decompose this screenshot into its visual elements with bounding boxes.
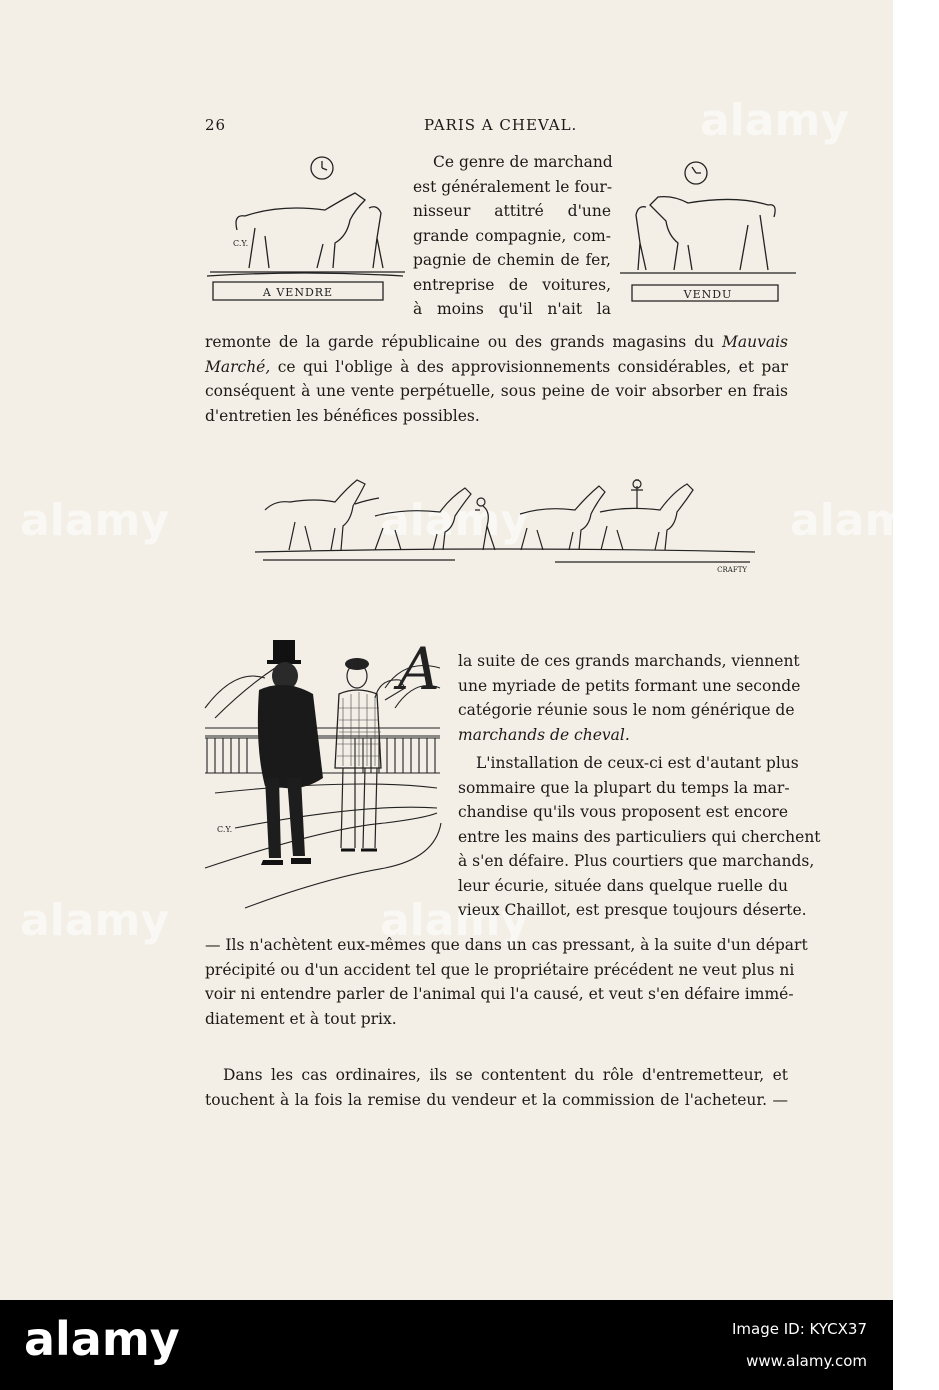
text-line: une myriade de petits formant une seconde [458, 676, 801, 695]
italic-text: Marché, [205, 357, 271, 376]
paragraph-1-body [205, 330, 788, 428]
text-line: sommaire que la plupart du temps la mar- [458, 778, 790, 797]
text-line: L'installation de ceux-ci est d'autant plus [476, 754, 799, 772]
text-line: nisseur attitré d'une [413, 202, 611, 220]
paragraph-4-body [205, 1063, 788, 1112]
italic-text: Mauvais [721, 333, 788, 351]
text-line: voir ni entendre parler de l'animal qui l'a causé, et veut s'en défaire immé- [205, 985, 794, 1003]
text-line: entre les mains des particuliers qui cherchent [458, 827, 821, 846]
text-line: Dans les cas ordinaires, ils se contentent du rôle d'entremetteur, et [223, 1066, 788, 1084]
horse-for-sale-illustration [205, 148, 410, 308]
illustration-signature: C.Y. [233, 239, 249, 248]
text-line: est généralement le four- [413, 177, 613, 196]
paragraph-1-column [413, 150, 611, 322]
watermark: alamy [380, 895, 529, 946]
text-line: chandise qu'ils vous proposent est encore [458, 803, 788, 821]
alamy-logo[interactable]: alamy [24, 1312, 180, 1366]
watermark: alamy [20, 495, 169, 546]
text-line: la suite de ces grands marchands, viennent [458, 652, 800, 670]
sold-sign-label: VENDU [683, 288, 733, 301]
watermark: alamy [380, 495, 529, 546]
text-line: catégorie réunie sous le nom générique de [458, 701, 795, 719]
for-sale-sign-label: A VENDRE [262, 286, 334, 299]
text-line: conséquent à une vente perpétuelle, sous peine de voir absorber en frais [205, 382, 788, 400]
watermark: alamy [20, 895, 169, 946]
text-line: précipité ou d'un accident tel que le propriétaire précédent ne veut plus ni [205, 960, 795, 979]
italic-text: marchands de cheval. [458, 725, 630, 744]
paragraph-2-column [458, 649, 801, 747]
text-line: diatement et à tout prix. [205, 1009, 397, 1028]
paragraph-3-body [205, 933, 808, 1031]
horse-sold-illustration [618, 155, 798, 310]
page-number: 26 [205, 116, 227, 134]
text-line: pagnie de chemin de fer, [413, 251, 611, 269]
image-id-label: Image ID: KYCX37 [731, 1320, 867, 1338]
site-url-link[interactable]: www.alamy.com [746, 1352, 867, 1370]
running-title: PARIS A CHEVAL. [424, 116, 578, 134]
text-line: touchent à la fois la remise du vendeur et la commission de l'acheteur. — [205, 1090, 788, 1109]
paragraph-3-column [458, 751, 821, 923]
text-span: ce qui l'oblige à des approvisionnements considérables, et par [270, 357, 788, 376]
watermark: alamy [790, 495, 939, 546]
text-line: à s'en défaire. Plus courtiers que marchands, [458, 852, 815, 870]
illustration-signature: CRAFTY [717, 566, 747, 574]
text-line: Ce genre de marchand [433, 153, 613, 171]
drop-cap: A [398, 635, 440, 703]
illustration-signature: C.Y. [217, 825, 233, 834]
text-line: à moins qu'il n'ait la [413, 300, 611, 318]
text-line: d'entretien les bénéfices possibles. [205, 406, 480, 425]
stock-footer [0, 1300, 893, 1390]
horses-row-illustration [255, 470, 760, 580]
text-line: grande compagnie, com- [413, 226, 611, 245]
watermark: alamy [700, 95, 849, 146]
text-span: remonte de la garde républicaine ou des grands magasins du [205, 333, 722, 351]
text-line: entreprise de voitures, [413, 275, 611, 294]
text-line: leur écurie, située dans quelque ruelle du [458, 876, 788, 895]
text-line: — Ils n'achètent eux-mêmes que dans un cas pressant, à la suite d'un départ [205, 936, 808, 954]
text-line: vieux Chaillot, est presque toujours déserte. [458, 901, 807, 919]
